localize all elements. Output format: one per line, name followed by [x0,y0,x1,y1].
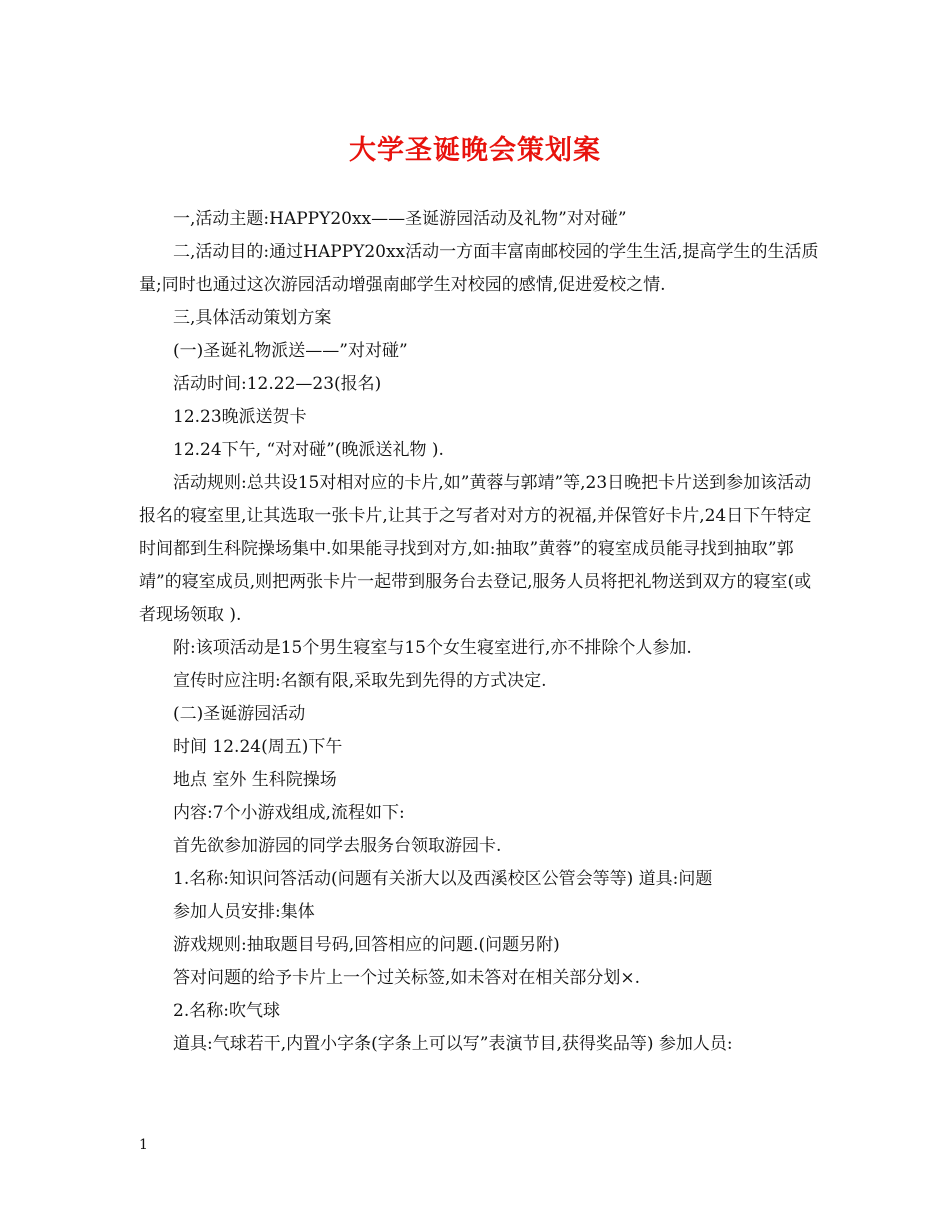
paragraph: 活动时间:12.22—23(报名) [173,374,382,394]
paragraph: 12.23晚派送贺卡 [173,407,307,427]
paragraph: (一)圣诞礼物派送——”对对碰” [173,341,408,361]
paragraph: 游戏规则:抽取题目号码,回答相应的问题.(问题另附) [173,935,560,955]
paragraph: 活动规则:总共设15对相对应的卡片,如”黄蓉与郭靖”等,23日晚把卡片送到参加该活动报名的寝室里,让其选取一张卡片,让其于之写者对对方的祝福,并保管好卡片,24日下午特定时间都到生科院操场集中.如果能寻找到对方,如:抽取”黄蓉”的寝室成员能寻找到抽取”郭靖”的寝室成员,则把两张卡片一起带到服务台去登记,服务人员将把礼物送到双方的寝室(或者现场领取 ). [139,473,812,625]
paragraph: 宣传时应注明:名额有限,采取先到先得的方式决定. [173,671,547,691]
paragraph: 参加人员安排:集体 [173,902,315,922]
paragraph: 12.24下午, “对对碰”(晚派送礼物 ). [173,440,444,460]
paragraph: 地点 室外 生科院操场 [173,770,337,790]
paragraph: 一,活动主题:HAPPY20xx——圣诞游园活动及礼物”对对碰” [173,209,627,229]
paragraph: 三,具体活动策划方案 [173,308,332,328]
page-number: 1 [139,1137,148,1153]
paragraph: 2.名称:吹气球 [173,1001,280,1021]
paragraph: 内容:7个小游戏组成,流程如下: [173,803,405,823]
paragraph: 1.名称:知识问答活动(问题有关浙大以及西溪校区公管会等等) 道具:问题 [173,869,713,889]
paragraph: 二,活动目的:通过HAPPY20xx活动一方面丰富南邮校园的学生生活,提高学生的生活质量;同时也通过这次游园活动增强南邮学生对校园的感情,促进爱校之情. [139,242,819,295]
paragraph: 首先欲参加游园的同学去服务台领取游园卡. [173,836,502,856]
document-body [139,203,819,1061]
paragraph: 答对问题的给予卡片上一个过关标签,如未答对在相关部分划×. [173,968,641,988]
document-title: 大学圣诞晚会策划案 [349,135,601,166]
paragraph: (二)圣诞游园活动 [173,704,306,724]
paragraph: 道具:气球若干,内置小字条(字条上可以写”表演节目,获得奖品等) 参加人员: [173,1034,733,1054]
paragraph: 时间 12.24(周五)下午 [173,737,343,757]
paragraph: 附:该项活动是15个男生寝室与15个女生寝室进行,亦不排除个人参加. [173,638,692,658]
